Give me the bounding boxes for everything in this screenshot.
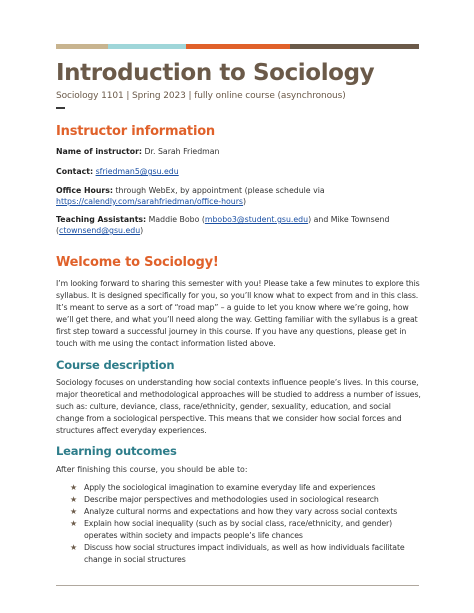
page-title: Introduction to Sociology (56, 60, 375, 86)
learning-outcomes-list (56, 482, 421, 566)
course-description-paragraph: Sociology focuses on understanding how social contexts influence people’s lives. In this course, major theoretical and methodological approaches will be studied to address a number of issues, such as: culture, deviance, class, race/ethnicity, gender, sexuality, education, and social change from a sociological perspective. This means that we consider how social forces and structures affect everyday experiences. (56, 378, 421, 435)
instructor-name-label: Name of instructor: (56, 147, 143, 156)
title-dash-divider (56, 107, 65, 109)
course-description-heading: Course description (56, 358, 175, 372)
office-hours-text: through WebEx, by appointment (please schedule via (112, 186, 325, 195)
list-item (56, 494, 421, 506)
welcome-heading: Welcome to Sociology! (56, 255, 219, 270)
color-bar-segment-orange (186, 44, 290, 49)
header-color-bar (56, 44, 419, 49)
list-item (56, 506, 421, 518)
list-item (56, 542, 421, 566)
star-icon: ★ (70, 519, 78, 528)
star-icon: ★ (70, 483, 78, 492)
ta-email-link-mbobo[interactable]: mbobo3@student.gsu.edu (204, 215, 309, 224)
teaching-assistants-label: Teaching Assistants: (56, 215, 147, 224)
star-icon: ★ (70, 507, 78, 516)
instructor-name-line (56, 146, 219, 158)
office-hours-label: Office Hours: (56, 186, 113, 195)
outcome-text: Apply the sociological imagination to examine everyday life and experiences (84, 483, 376, 492)
course-subtitle: Sociology 1101 | Spring 2023 | fully online course (asynchronous) (56, 91, 346, 101)
list-item (56, 482, 421, 494)
learning-outcomes-intro: After finishing this course, you should be able to: (56, 465, 248, 474)
welcome-paragraph: I’m looking forward to sharing this semester with you! Please take a few minutes to explore this syllabus. It is designed specifically for you, so you’ll know what to expect from and in this class. It’s meant to serve as a sort of “road map” – a guide to let you know where we’re going, how we’ll get there, and what you’ll need along the way. Getting familiar with the syllabus is a great first step toward a successful journey in this course. If you have any questions, please get in touch with me using the contact information listed above. (56, 279, 420, 348)
instructor-name-value: Dr. Sarah Friedman (142, 147, 220, 156)
star-icon: ★ (70, 543, 78, 552)
color-bar-segment-aqua (108, 44, 186, 49)
color-bar-segment-tan (56, 44, 108, 49)
teaching-assistants-line-2 (56, 225, 143, 237)
office-hours-calendly-link[interactable]: https://calendly.com/sarahfriedman/office-hours (56, 197, 243, 206)
footer-divider (56, 585, 419, 586)
ta-text-1: Maddie Bobo ( (146, 215, 205, 224)
outcome-text: Discuss how social structures impact individuals, as well as how individuals facilitate change in social structures (84, 543, 405, 564)
contact-line (56, 166, 179, 178)
ta-text-3: ( (56, 226, 60, 235)
outcome-text: Describe major perspectives and methodologies used in sociological research (84, 495, 379, 504)
contact-email-link[interactable]: sfriedman5@gsu.edu (95, 167, 179, 176)
contact-label: Contact: (56, 167, 94, 176)
outcome-text: Explain how social inequality (such as by social class, race/ethnicity, and gender) operates within society and impacts people’s life chances (84, 519, 393, 540)
list-item (56, 518, 421, 542)
star-icon: ★ (70, 495, 78, 504)
ta-email-link-ctownsend[interactable]: ctownsend@gsu.edu (59, 226, 141, 235)
learning-outcomes-heading: Learning outcomes (56, 444, 177, 458)
office-hours-close-paren: ) (243, 197, 247, 206)
ta-text-4: ) (140, 226, 144, 235)
office-hours-line-2 (56, 196, 246, 208)
outcome-text: Analyze cultural norms and expectations and how they vary across social contexts (84, 507, 398, 516)
ta-text-2: ) and Mike Townsend (308, 215, 390, 224)
instructor-heading: Instructor information (56, 124, 215, 139)
color-bar-segment-brown (290, 44, 419, 49)
